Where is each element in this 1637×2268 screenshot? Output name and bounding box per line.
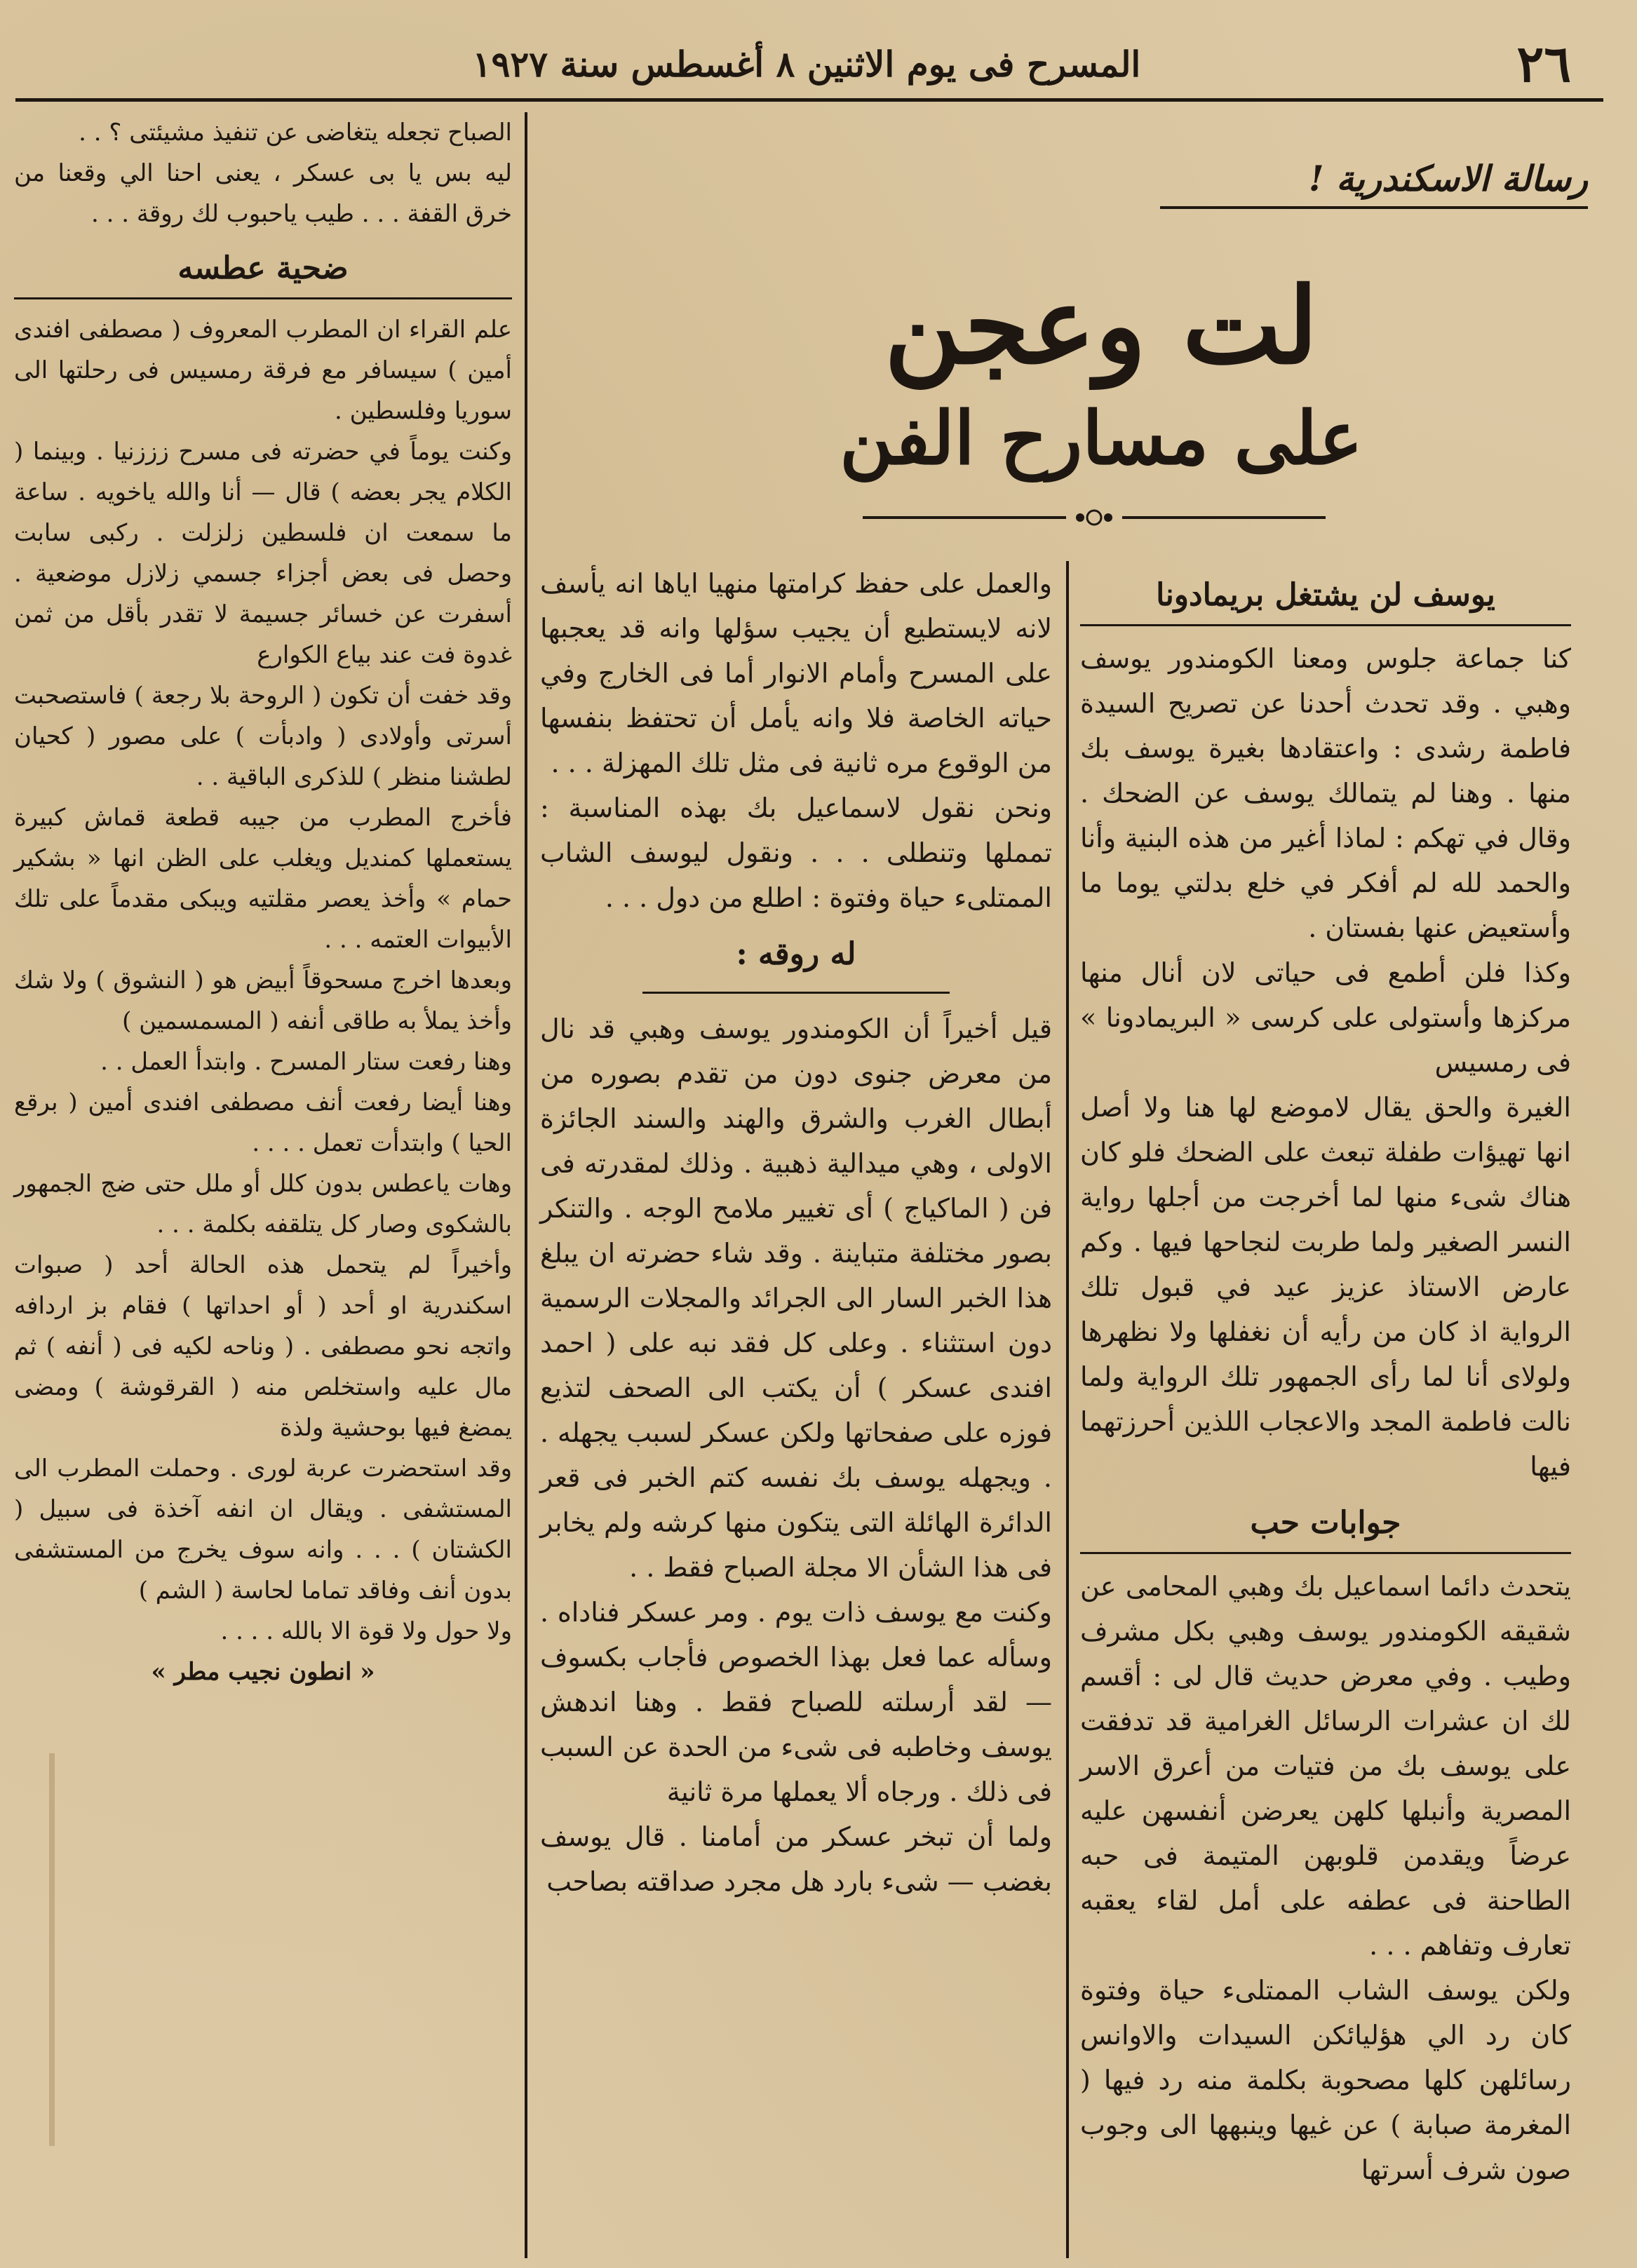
header-rule bbox=[15, 98, 1603, 102]
paragraph: والعمل على حفظ كرامتها منهيا اياها انه يأسف لانه لايستطيع أن يجيب سؤلها وانه قد يعجبها على المسرح وأمام الانوار أما فى الخارج وفي حياته الخاصة فلا وانه يأمل أن تحتفظ بنفسها من الوقوع مره ثانية فى مثل تلك المهزلة . . . bbox=[540, 568, 1052, 778]
paragraph: يتحدث دائما اسماعيل بك وهبي المحامى عن شقيقه الكومندور يوسف وهبي بكل مشرف وطيب . وفي معرض حديث قال لى : أقسم لك ان عشرات الرسائل الغرامية قد تدفقت على يوسف بك من فتيات من أعرق الاسر المصرية وأنبلها كلهن يعرضن أنفسهن عليه عرضاً ويقدمن قلوبهن المتيمة فى حبه الطاحنة فى عطفه على أمل لقاء يعقبه تعارف وتفاهم . . . bbox=[1080, 1571, 1571, 1961]
paragraph: ولما أن تبخر عسكر من أمامنا . قال يوسف بغضب — شىء بارد هل مجرد صداقته بصاحب bbox=[540, 1821, 1052, 1897]
author-signature: « انطون نجيب مطر » bbox=[151, 1658, 375, 1686]
section-heading-rouqa: له روقه : bbox=[736, 936, 856, 972]
section-rule bbox=[642, 992, 950, 994]
page-header bbox=[14, 28, 1599, 98]
left-column bbox=[14, 112, 512, 1692]
paragraph: وقد استحضرت عربة لورى . وحملت المطرب الى المستشفى . ويقال ان انفه آخذة فى سبيل ( الكشتان ) . . . وانه سوف يخرج من المستشفى بدون أنف وفاقد تماما لحاسة ( الشم ) bbox=[14, 1454, 512, 1605]
paragraph: وبعدها اخرج مسحوقاً أبيض هو ( النشوق ) ولا شك وأخذ يملأ به طاقى أنفه ( المسمسمين ) bbox=[14, 966, 512, 1035]
paragraph: وكنت يوماً في حضرته فى مسرح زززنيا . وبينما ( الكلام يجر بعضه ) قال — أنا والله ياخويه . ساعة ما سمعت ان فلسطين زلزلت . ركبى سابت وحصل فى بعض أجزاء جسمي زلازل موضعية . أسفرت عن خسائر جسيمة لا تقدر بأقل من ثمن غدوة فت عند بياع الكوارع bbox=[14, 438, 512, 669]
section-heading-love-letters: جوابات حب bbox=[1080, 1499, 1571, 1554]
paragraph: ولا حول ولا قوة الا بالله . . . . bbox=[220, 1617, 512, 1645]
paragraph: فأخرج المطرب من جيبه قطعة قماش كبيرة يستعملها كمنديل ويغلب على الظن انها « بشكير حمام » وأخذ يعصر مقلتيه ويبكى مقدماً على تلك الأبيوات العتمه . . . bbox=[14, 804, 512, 954]
paragraph: ولكن يوسف الشاب الممتلىء حياة وفتوة كان رد الي هؤليائكن السيدات والاوانس رسائلهن كلها مصحوبة بكلمة منه رد فيها ( المغرمة صبابة ) عن غيها وينبهها الى وجوب صون شرف أسرتها bbox=[1080, 1975, 1571, 2185]
section-heading-sneeze-victim: ضحية عطسه bbox=[14, 244, 512, 299]
paragraph: الصباح تجعله يتغاضى عن تنفيذ مشيئتى ؟ . . bbox=[79, 119, 512, 147]
paragraph: قيل أخيراً أن الكومندور يوسف وهبي قد نال من معرض جنوى دون من تقدم بصوره من أبطال الغرب والشرق والهند والسند الجائزة الاولى ، وهي ميدالية ذهبية . وذلك لمقدرته فى فن ( الماكياج ) أى تغيير ملامح الوجه . والتنكر بصور مختلفة متباينة . وقد شاء حضرته ان يبلغ هذا الخبر السار الى الجرائد والمجلات الرسمية دون استثناء . وعلى كل فقد نبه على ( احمد افندى عسكر ) أن يكتب الى الصحف لتذيع فوزه على صفحاتها ولكن عسكر لسبب يجهله . . ويجهله يوسف بك نفسه كتم الخبر فى قعر الدائرة الهائلة التى يتكون منها كرشه ولم يخابر فى هذا الشأن الا مجلة الصباح فقط . . bbox=[540, 1013, 1052, 1583]
paragraph: وكذا فلن أطمع فى حياتى لان أنال منها مركزها وأستولى على كرسى « البريمادونا » فى رمسيس bbox=[1080, 957, 1571, 1078]
header-title: المسرح فى يوم الاثنين ٨ أغسطس سنة ١٩٢٧ bbox=[472, 43, 1141, 85]
paragraph: وهنا أيضا رفعت أنف مصطفى افندى أمين ( برقع الحيا ) وابتدأت تعمل . . . . bbox=[14, 1088, 512, 1157]
ornament-divider bbox=[863, 504, 1326, 532]
paragraph: وهات ياعطس بدون كلل أو ملل حتى ضج الجمهور بالشكوى وصار كل يتلقفه بكلمة . . . bbox=[14, 1170, 512, 1238]
paragraph: وهنا رفعت ستار المسرح . وابتدأ العمل . . bbox=[100, 1048, 512, 1076]
paragraph: وقد خفت أن تكون ( الروحة بلا رجعة ) فاستصحبت أسرتى وأولادى ( وادبأت ) على مصور ( كحيان لطشنا منظر ) للذكرى الباقية . . bbox=[14, 682, 512, 791]
paragraph: كنا جماعة جلوس ومعنا الكومندور يوسف وهبي . وقد تحدث أحدنا عن تصريح السيدة فاطمة رشدى : واعتقادها بغيرة يوسف بك منها . وهنا لم يتمالك يوسف عن الضحك . وقال في تهكم : لماذا أغير من هذه البنية وأنا والحمد لله لم أفكر في خلع بدلتي يوما ما وأستعيض عنها بفستان . bbox=[1080, 643, 1571, 943]
paragraph: الغيرة والحق يقال لاموضع لها هنا ولا أصل انها تهيؤات طفلة تبعث على الضحك فلو كان هناك شىء منها لما أخرجت من أجلها رواية النسر الصغير ولما طربت لنجاحها فيها . وكم عارض الاستاذ عزيز عيد في قبول تلك الرواية اذ كان من رأيه أن نغفلها ولا نظهرها ولولاى أنا لما رأى الجمهور تلك الرواية ولما نالت فاطمة المجد والاعجاب اللذين أحرزتهما فيها bbox=[1080, 1092, 1571, 1482]
column-divider-right bbox=[1066, 561, 1069, 2258]
page-number: ٢٦ bbox=[1516, 34, 1571, 93]
paragraph: وأخيراً لم يتحمل هذه الحالة أحد ( صبوات اسكندرية او أحد ( أو احداتها ) فقام بز اردافه واتجه نحو مصطفى . ( وناحه لكيه فى ( أنفه ) ثم مال عليه واستخلص منه ( القرقوشة ) ومضى يمضغ فيها بوحشية ولذة bbox=[14, 1251, 512, 1442]
middle-column bbox=[540, 561, 1052, 1904]
paragraph: ونحن نقول لاسماعيل بك بهذه المناسبة : تمملها وتنطلى . . . ونقول ليوسف الشاب الممتلىء حياة وفتوة : اطلع من دول . . . bbox=[540, 792, 1052, 913]
feature-title: لت وعجن bbox=[884, 264, 1319, 388]
paragraph: ليه بس يا بى عسكر ، يعنى احنا الي وقعنا من خرق القفة . . . طيب ياحبوب لك روقة . . . bbox=[14, 159, 512, 228]
feature-label: رسالة الاسكندرية ! bbox=[1160, 158, 1588, 209]
right-column bbox=[1080, 561, 1571, 2192]
page-fold-shadow bbox=[49, 1753, 55, 2146]
paragraph: وكنت مع يوسف ذات يوم . ومر عسكر فناداه . وسأله عما فعل بهذا الخصوص فأجاب بكسوف — لقد أرسلته للصباح فقط . وهنا اندهش يوسف وخاطبه فى شىء من الحدة عن السبب فى ذلك . ورجاه ألا يعملها مرة ثانية bbox=[540, 1597, 1052, 1807]
paragraph: علم القراء ان المطرب المعروف ( مصطفى افندى أمين ) سيسافر مع فرقة رمسيس فى رحلتها الى سوريا وفلسطين . bbox=[14, 316, 512, 425]
column-divider-left bbox=[525, 112, 527, 2258]
feature-subtitle: على مسارح الفن bbox=[840, 395, 1363, 481]
section-heading-primadonna: يوسف لن يشتغل بريمادونا bbox=[1080, 571, 1571, 626]
